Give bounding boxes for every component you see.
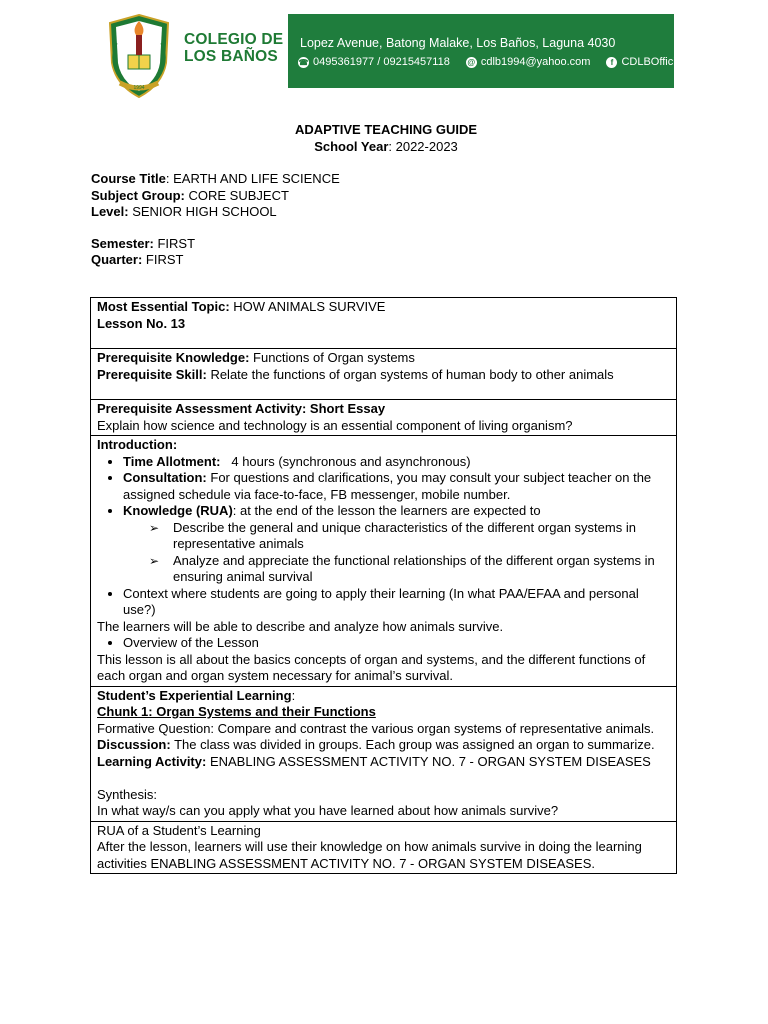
table-row bbox=[91, 436, 677, 687]
subject-group: Subject Group: CORE SUBJECT bbox=[91, 187, 289, 203]
list-item: ➢ Analyze and appreciate the functional relationships of the different organ systems in ensuring animal survival bbox=[149, 553, 670, 586]
quarter: Quarter: FIRST bbox=[91, 252, 184, 267]
introduction-cell: Introduction: • Time Allotment: 4 hours (synchronous and asynchronous) • Consultation: For questions and clarifications, you may consult your subject teacher on the assigned schedule via face-to-face, FB messenger, mobile number. • Knowledge (RUA): at the end of the lesson the learners are expected to ➢ Describe the general and unique characteristics of the different organ systems in representative animals ➢ Analyze and appreciate the functional relationships of the different organ systems in ensuring animal survival • Context where students are going to apply their learning (In what PAA/EFAA and personal use?) The learners will be able to describe and analyze how animals survive. • Overview of the Lesson This lesson is all about the basics concepts of organ and systems, and the different functions of each organ and organ system necessary for animal’s survival. bbox=[91, 436, 677, 687]
doc-title: ADAPTIVE TEACHING GUIDE bbox=[294, 122, 477, 137]
prereq-assessment-cell: Prerequisite Assessment Activity: Short Essay Explain how science and technology is an essential component of living organism? bbox=[91, 400, 677, 436]
prerequisite-cell: Prerequisite Knowledge: Functions of Organ systems Prerequisite Skill: Relate the functions of organ systems of human body to other animals bbox=[91, 349, 677, 400]
facebook-handle: CDLBOfficial bbox=[621, 56, 685, 68]
topic-cell: Most Essential Topic: HOW ANIMALS SURVIVE Lesson No. 13 bbox=[91, 298, 677, 349]
rua-cell: RUA of a Student’s Learning After the lesson, learners will use their knowledge on how animals survive in doing the learning activities ENABLING ASSESSMENT ACTIVITY NO. 7 - ORGAN SYSTEM DISEASES. bbox=[91, 821, 677, 874]
email-address: cdlb1994@yahoo.com bbox=[480, 56, 591, 68]
svg-text:1994: 1994 bbox=[133, 85, 145, 91]
document-header bbox=[91, 122, 681, 269]
course-meta bbox=[91, 171, 681, 221]
list-item: ➢ Describe the general and unique characteristics of the different organ systems in representative animals bbox=[149, 520, 670, 553]
table-row bbox=[91, 298, 677, 349]
table-row bbox=[91, 686, 677, 821]
list-item: • Time Allotment: 4 hours (synchronous and asynchronous) bbox=[123, 454, 670, 471]
school-name: COLEGIO DE LOS BAÑOS bbox=[184, 31, 284, 65]
email-icon: @ bbox=[467, 57, 476, 67]
contact-banner bbox=[288, 14, 685, 88]
course-title: Course Title: EARTH AND LIFE SCIENCE bbox=[91, 171, 340, 186]
term-meta bbox=[91, 236, 681, 269]
list-item: • Knowledge (RUA): at the end of the lesson the learners are expected to ➢ Describe the general and unique characteristics of the different organ systems in representative animals ➢ Analyze and appreciate the functional relationships of the different organ systems in ensuring animal survival bbox=[123, 503, 670, 586]
experiential-cell: Student’s Experiential Learning: Chunk 1: Organ Systems and their Functions Formative Question: Compare and contrast the various organ systems of representative animals. Discussion: The class was divided in groups. Each group was assigned an organ to summarize. Learning Activity: ENABLING ASSESSMENT ACTIVITY NO. 7 - ORGAN SYSTEM DISEASES Synthesis: In what way/s can you apply what you have learned about how animals survive? bbox=[91, 686, 677, 821]
level: Level: SENIOR HIGH SCHOOL bbox=[91, 204, 277, 219]
school-year: School Year: 2022-2023 bbox=[314, 138, 458, 154]
facebook-icon: f bbox=[606, 57, 617, 68]
letterhead-logo-area bbox=[92, 11, 288, 103]
list-item: • Overview of the Lesson bbox=[123, 635, 670, 652]
list-item: • Consultation: For questions and clarifications, you may consult your subject teacher on the assigned schedule via face-to-face, FB messenger, mobile number. bbox=[123, 470, 670, 503]
table-row bbox=[91, 821, 677, 874]
letterhead bbox=[92, 11, 685, 103]
phone-number: 0495361977 / 09215457118 bbox=[313, 56, 450, 68]
table-row bbox=[91, 349, 677, 400]
school-address: Lopez Avenue, Batong Malake, Los Baños, Laguna 4030 bbox=[300, 36, 616, 50]
teaching-guide-table bbox=[90, 297, 677, 874]
phone-icon: ☎ bbox=[298, 57, 309, 67]
table-row bbox=[91, 400, 677, 436]
contact-line bbox=[298, 56, 684, 68]
list-item: • Context where students are going to apply their learning (In what PAA/EFAA and personal use?) bbox=[123, 586, 670, 619]
school-crest-icon bbox=[106, 13, 172, 99]
semester: Semester: FIRST bbox=[91, 235, 196, 251]
